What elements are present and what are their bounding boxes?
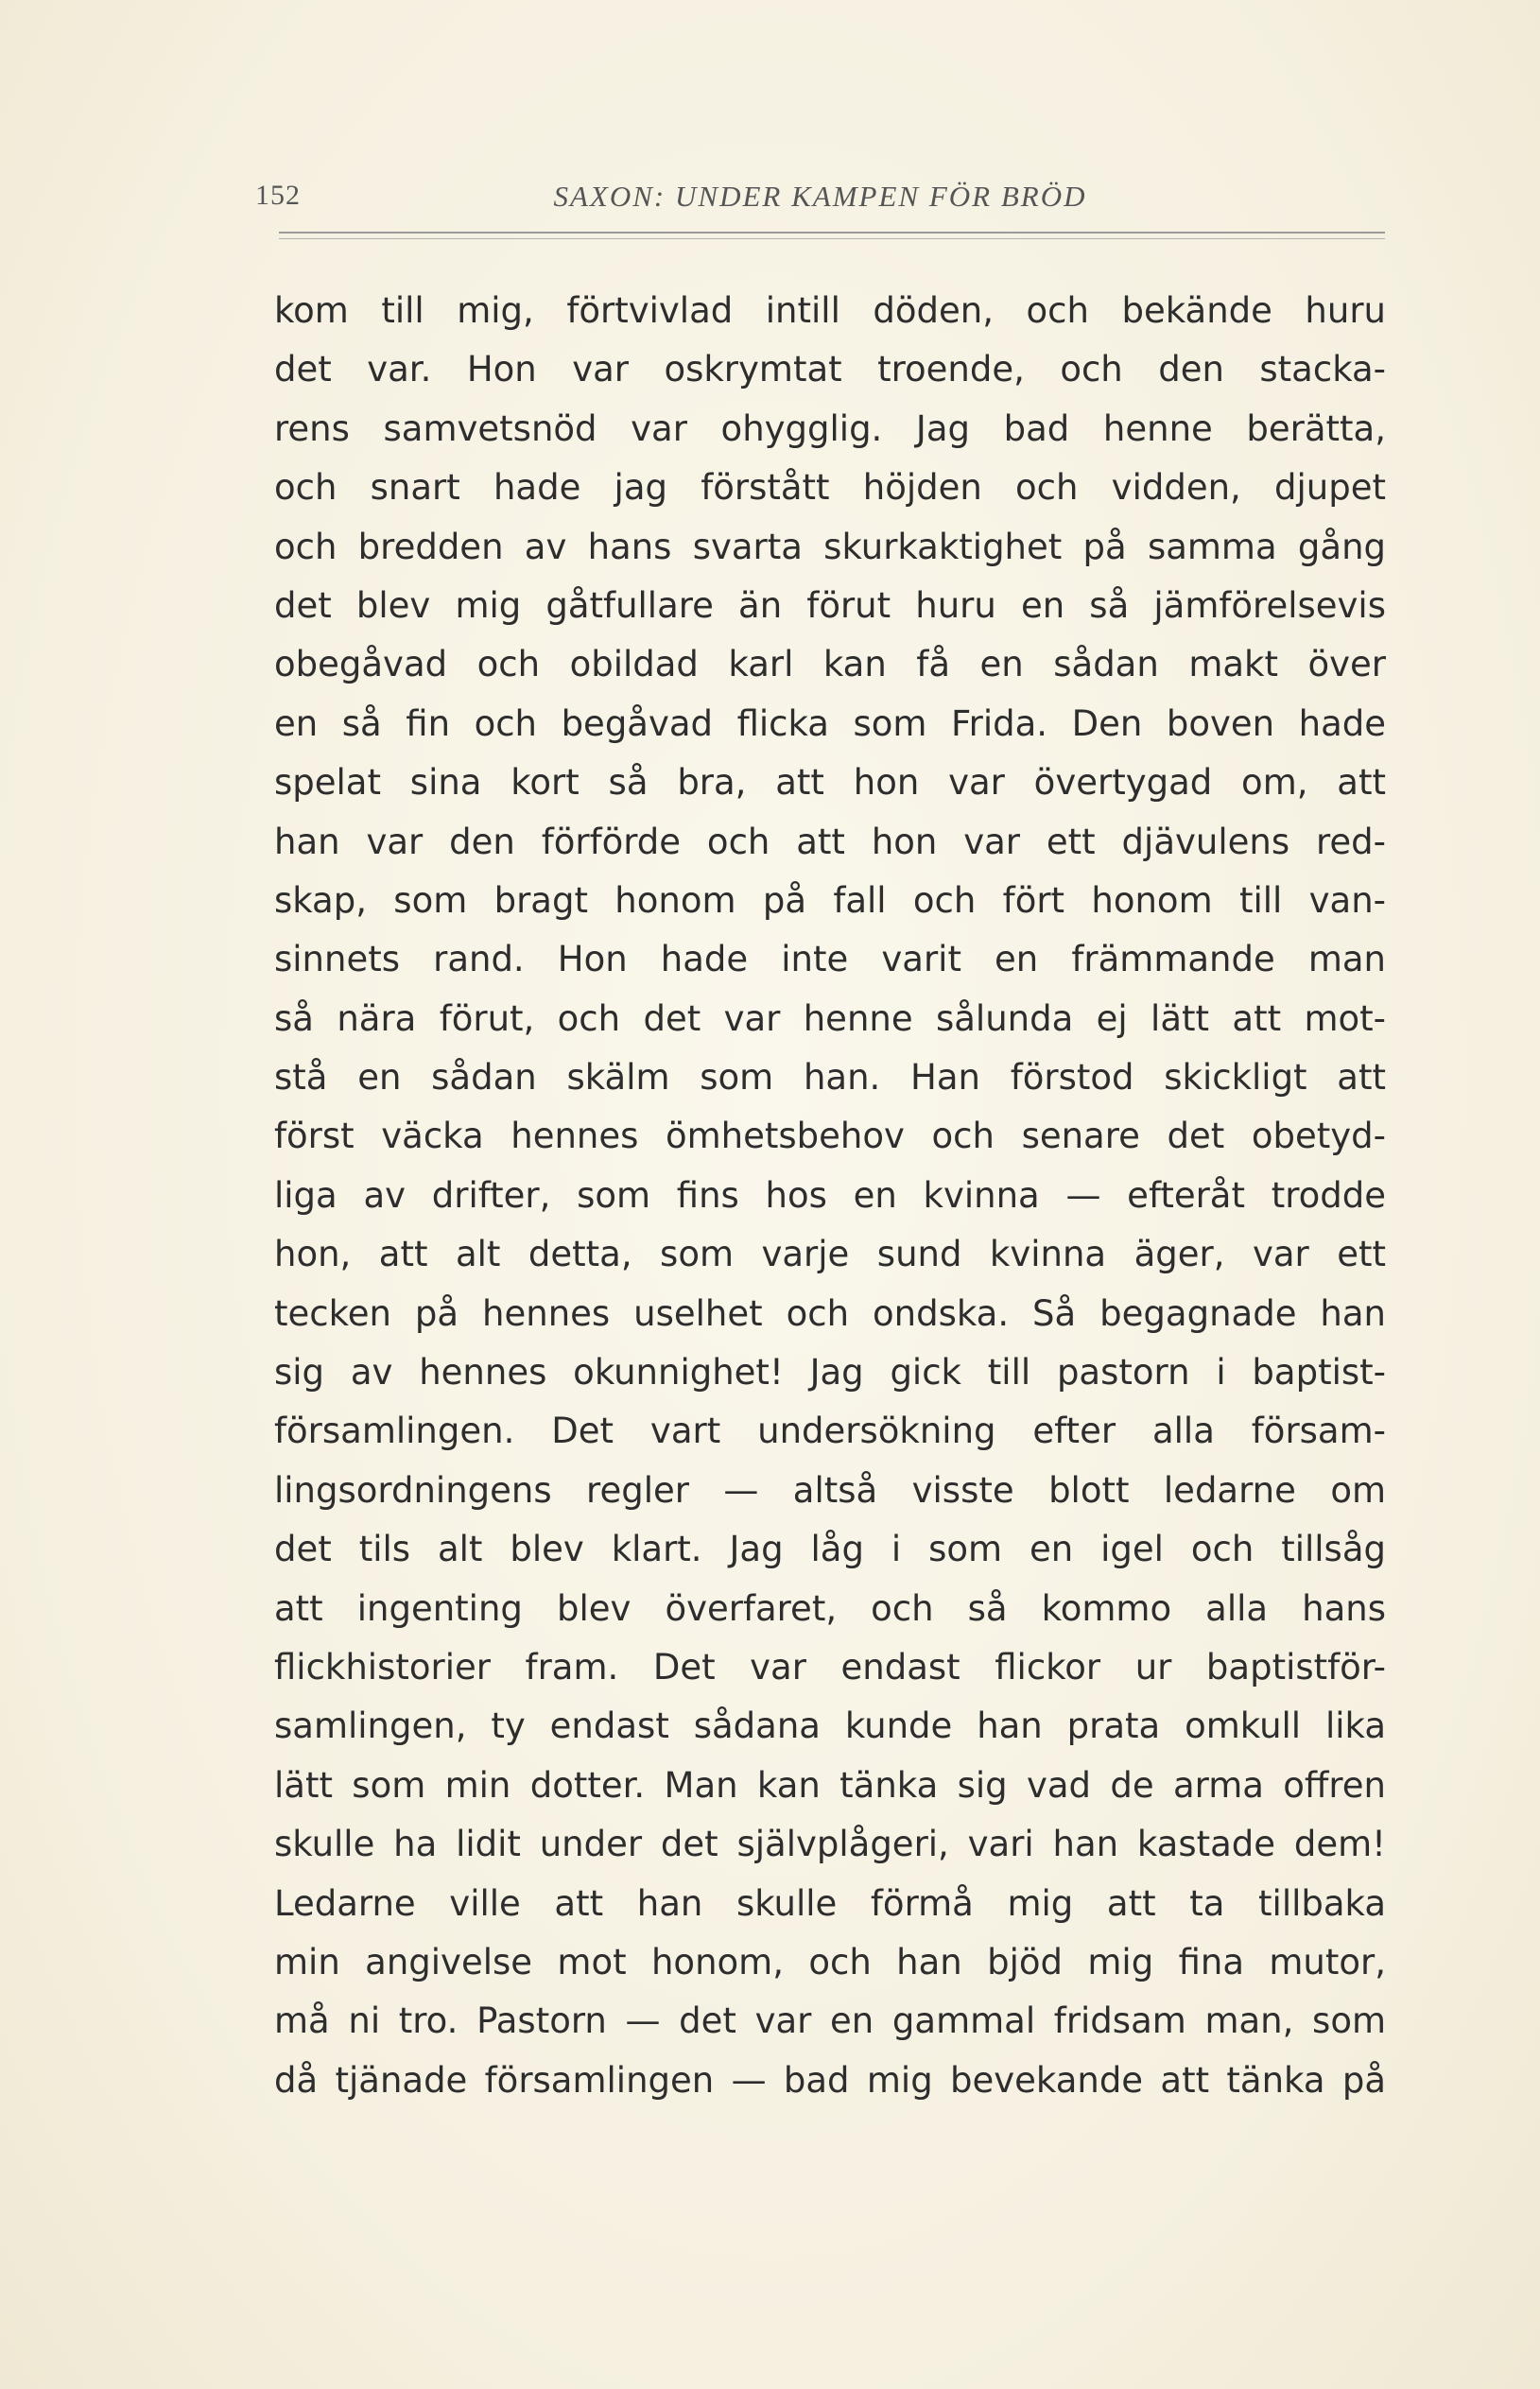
page-header — [255, 180, 1385, 217]
text-line: lingsordningens regler — altså visste blott ledarne om — [274, 1469, 1386, 1511]
text-line: flickhistorier fram. Det var endast flickor ur baptistför- — [274, 1646, 1386, 1688]
text-line: samlingen, ty endast sådana kunde han prata omkull lika — [274, 1705, 1386, 1747]
text-line: att ingenting blev överfaret, och så kommo alla hans — [274, 1587, 1386, 1629]
text-line: och snart hade jag förstått höjden och vidden, djupet — [274, 467, 1386, 509]
text-line: först väcka hennes ömhetsbehov och senare det obetyd- — [274, 1116, 1386, 1157]
text-line: liga av drifter, som fins hos en kvinna — efteråt trodde — [274, 1174, 1386, 1216]
text-line: må ni tro. Pastorn — det var en gammal fridsam man, som — [274, 2000, 1386, 2042]
text-line: skulle ha lidit under det självplågeri, vari han kastade dem! — [274, 1824, 1386, 1865]
text-line: rens samvetsnöd var ohygglig. Jag bad henne berätta, — [274, 407, 1386, 449]
text-line: det tils alt blev klart. Jag låg i som en igel och tillsåg — [274, 1529, 1386, 1570]
text-line: kom till mig, förtvivlad intill döden, och bekände huru — [274, 290, 1386, 331]
header-rule — [279, 232, 1385, 234]
text-line: församlingen. Det vart undersökning efter alla försam- — [274, 1411, 1386, 1452]
text-line: sig av hennes okunnighet! Jag gick till pastorn i baptist- — [274, 1352, 1386, 1394]
text-line: sinnets rand. Hon hade inte varit en främmande man — [274, 939, 1386, 980]
text-line: Ledarne ville att han skulle förmå mig att ta tillbaka — [274, 1882, 1386, 1924]
text-line: tecken på hennes uselhet och ondska. Så begagnade han — [274, 1292, 1386, 1334]
page-number: 152 — [255, 180, 301, 211]
text-line: lätt som min dotter. Man kan tänka sig vad de arma offren — [274, 1764, 1386, 1806]
text-line: en så fin och begåvad flicka som Frida. Den boven hade — [274, 702, 1386, 744]
text-line: det var. Hon var oskrymtat troende, och den stacka- — [274, 349, 1386, 390]
text-line: stå en sådan skälm som han. Han förstod skickligt att — [274, 1057, 1386, 1099]
text-line: spelat sina kort så bra, att hon var övertygad om, att — [274, 762, 1386, 804]
text-line: hon, att alt detta, som varje sund kvinna äger, var ett — [274, 1234, 1386, 1275]
body-text — [274, 282, 1386, 2110]
text-line: min angivelse mot honom, och han bjöd mig fina mutor, — [274, 1941, 1386, 1982]
text-line: skap, som bragt honom på fall och fört honom till van- — [274, 879, 1386, 921]
running-title: SAXON: UNDER KAMPEN FÖR BRÖD — [553, 180, 1087, 213]
text-line: han var den förförde och att hon var ett djävulens red- — [274, 821, 1386, 862]
text-line: och bredden av hans svarta skurkaktighet på samma gång — [274, 526, 1386, 567]
header-rule-thin — [279, 238, 1385, 239]
text-line: obegåvad och obildad karl kan få en sådan makt över — [274, 644, 1386, 685]
text-line: det blev mig gåtfullare än förut huru en så jämförelsevis — [274, 584, 1386, 626]
text-line: då tjänade församlingen — bad mig bevekande att tänka på — [274, 2059, 1386, 2101]
text-line: så nära förut, och det var henne sålunda ej lätt att mot- — [274, 997, 1386, 1039]
